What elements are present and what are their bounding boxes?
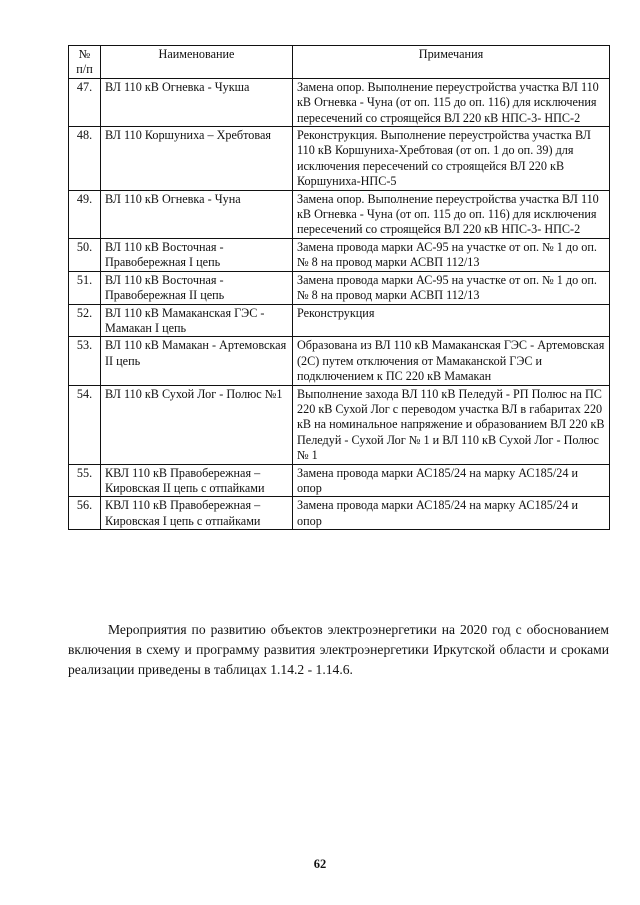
row-num: 53. — [69, 337, 101, 385]
body-paragraph: Мероприятия по развитию объектов электроэнергетики на 2020 год с обоснованием включения в схему и программу развития электроэнергетики Иркутской области и сроками реализации приведены в таблицах 1.14.2 - 1.14.6. — [68, 622, 609, 677]
row-num: 55. — [69, 464, 101, 497]
table-row — [69, 271, 610, 304]
row-name: ВЛ 110 кВ Восточная - Правобережная I цепь — [101, 238, 293, 271]
table-row — [69, 497, 610, 530]
header-note: Примечания — [293, 46, 610, 79]
row-num: 54. — [69, 385, 101, 464]
row-note: Реконструкция — [293, 304, 610, 337]
page-number: 62 — [313, 857, 327, 871]
row-name: КВЛ 110 кВ Правобережная – Кировская I цепь с отпайками — [101, 497, 293, 530]
row-num: 47. — [69, 78, 101, 126]
row-name: ВЛ 110 кВ Сухой Лог - Полюс №1 — [101, 385, 293, 464]
row-note: Замена опор. Выполнение переустройства участка ВЛ 110 кВ Огневка - Чуна (от оп. 115 до оп. 116) для исключения пересечений со строящейся ВЛ 220 кВ НПС-3- НПС-2 — [293, 78, 610, 126]
row-note: Замена провода марки АС185/24 на марку АС185/24 и опор — [293, 464, 610, 497]
row-num: 50. — [69, 238, 101, 271]
row-num: 48. — [69, 127, 101, 191]
row-name: ВЛ 110 кВ Восточная - Правобережная II цепь — [101, 271, 293, 304]
row-num: 52. — [69, 304, 101, 337]
table-row — [69, 238, 610, 271]
row-name: ВЛ 110 кВ Огневка - Чуна — [101, 190, 293, 238]
row-name: ВЛ 110 кВ Огневка - Чукша — [101, 78, 293, 126]
table-row — [69, 337, 610, 385]
row-name: ВЛ 110 кВ Мамакан - Артемовская II цепь — [101, 337, 293, 385]
header-name: Наименование — [101, 46, 293, 79]
row-name: КВЛ 110 кВ Правобережная – Кировская II цепь с отпайками — [101, 464, 293, 497]
row-name: ВЛ 110 кВ Мамаканская ГЭС - Мамакан I цепь — [101, 304, 293, 337]
row-note: Замена провода марки АС185/24 на марку АС185/24 и опор — [293, 497, 610, 530]
table-row — [69, 385, 610, 464]
table-row — [69, 190, 610, 238]
row-note: Выполнение захода ВЛ 110 кВ Пеледуй - РП Полюс на ПС 220 кВ Сухой Лог с переводом участка ВЛ в габаритах 220 кВ на номинальное напряжение и образованием ВЛ 220 кВ Пеледуй - Сухой Лог № 1 и ВЛ 110 кВ Сухой Лог - Полюс № 1 — [293, 385, 610, 464]
row-note: Образована из ВЛ 110 кВ Мамаканская ГЭС - Артемовская (2С) путем отключения от Мамаканской ГЭС и подключением к ПС 220 кВ Мамакан — [293, 337, 610, 385]
row-num: 51. — [69, 271, 101, 304]
row-num: 49. — [69, 190, 101, 238]
table-header-row — [69, 46, 610, 79]
row-name: ВЛ 110 Коршуниха – Хребтовая — [101, 127, 293, 191]
header-num: № п/п — [69, 46, 101, 79]
table-row — [69, 464, 610, 497]
row-note: Реконструкция. Выполнение переустройства участка ВЛ 110 кВ Коршуниха-Хребтовая (от оп. 1 до оп. 39) для исключения пересечений со строящейся ВЛ 220 кВ Коршуниха-НПС-5 — [293, 127, 610, 191]
projects-table — [68, 45, 610, 530]
table-row — [69, 127, 610, 191]
row-note: Замена провода марки АС-95 на участке от оп. № 1 до оп. № 8 на провод марки АСВП 112/13 — [293, 271, 610, 304]
table-row — [69, 78, 610, 126]
row-note: Замена провода марки АС-95 на участке от оп. № 1 до оп. № 8 на провод марки АСВП 112/13 — [293, 238, 610, 271]
row-num: 56. — [69, 497, 101, 530]
table-row — [69, 304, 610, 337]
row-note: Замена опор. Выполнение переустройства участка ВЛ 110 кВ Огневка - Чуна (от оп. 115 до оп. 116) для исключения пересечений со строящейся ВЛ 220 кВ НПС-3- НПС-2 — [293, 190, 610, 238]
